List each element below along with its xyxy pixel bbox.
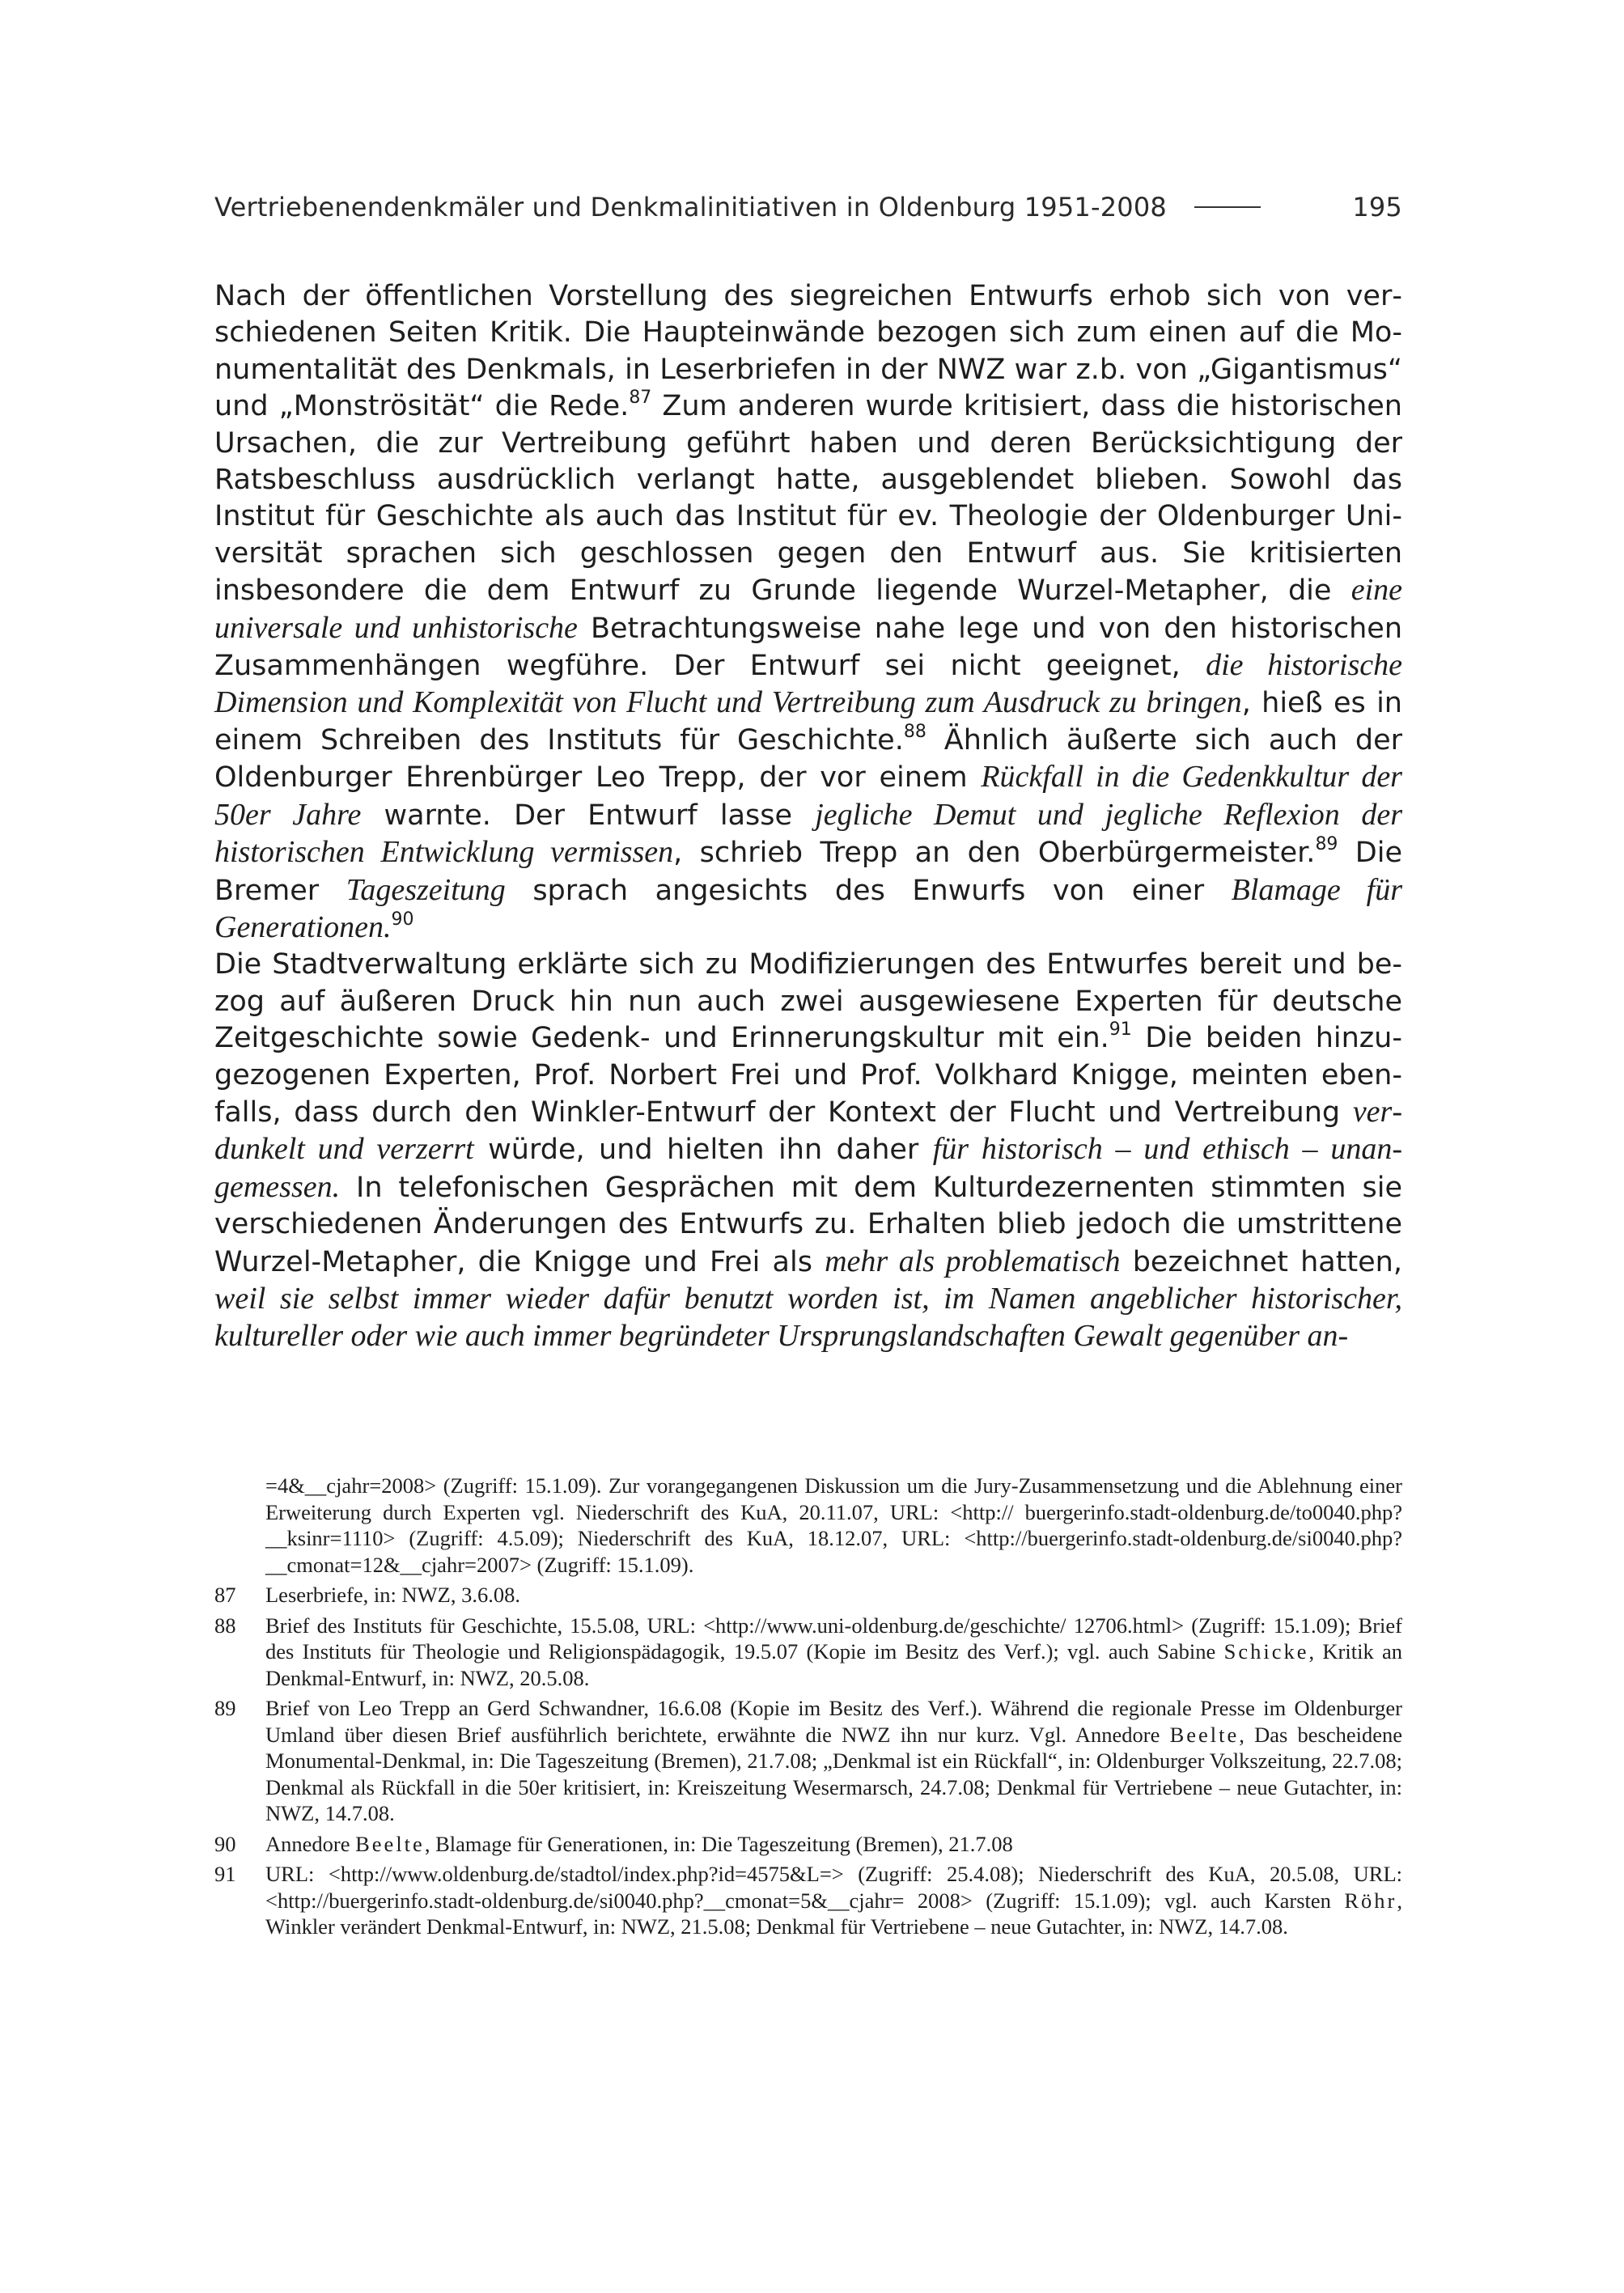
- quote-italic: eine universale und unhistorische: [214, 573, 1402, 645]
- footnote-continuation: [214, 1473, 1402, 1578]
- footnote-88: [214, 1613, 1402, 1692]
- text-run: Die Stadtverwaltung erklärte sich zu Modifizierungen des Entwurfes bereit und bezog auf äußeren Druck hin nun auch zwei ausgewiesene Experten für deutsche Zeitgeschichte sowie Gedenk- und Erinnerungskultur mit ein.: [214, 948, 1402, 1055]
- quote-italic: weil sie selbst immer wieder dafür benutzt worden ist, im Namen angeblicher historischer, kultureller oder wie auch immer begründeter Ursprungslandschaften Gewalt gegenüber an-: [214, 1281, 1402, 1354]
- quote-italic: mehr als problematisch: [825, 1244, 1121, 1278]
- footnote-87: [214, 1582, 1402, 1608]
- text-run: , schrieb Trepp an den Oberbürgermeister.: [673, 837, 1316, 870]
- footnote-91: [214, 1861, 1402, 1940]
- footnote-number: 90: [214, 1831, 236, 1856]
- footnote-ref-90: 90: [391, 909, 414, 930]
- footnote-text: Leserbriefe, in: NWZ, 3.6.08.: [265, 1583, 520, 1607]
- footnote-text: [265, 1695, 1402, 1827]
- footnote-text: [265, 1861, 1402, 1940]
- footnote-text: =4&__cjahr=2008> (Zugriff: 15.1.09). Zur vorangegangenen Diskussion um die Jury-Zusammensetzung und die Ablehnung einer Erweiterung durch Experten vgl. Niederschrift des KuA, 20.11.07, URL: <http:// buergerinfo.stadt-oldenburg.de/to0040.php?__ksinr=1110> (Zugriff: 4.5.09); Niederschrift des KuA, 18.12.07, URL: <http://buergerinfo.stadt-oldenburg.de/si0040.php?__cmonat=12&__cjahr=2007> (Zugriff: 15.1.09).: [265, 1473, 1402, 1577]
- text-run: Annedore: [265, 1831, 356, 1856]
- paragraph-2: [214, 947, 1402, 1355]
- text-run: sprach angesichts des Enwurfs von einer: [505, 874, 1232, 907]
- footnote-number: 87: [214, 1583, 236, 1607]
- author-name: Beelte: [1169, 1722, 1240, 1747]
- author-name: Beelte: [355, 1831, 425, 1856]
- quote-italic: Tageszeitung: [346, 872, 506, 907]
- footnotes: [214, 1473, 1402, 1944]
- text-run: würde, und hielten ihn daher: [473, 1134, 933, 1167]
- quote-italic: jegliche Demut und jegliche Reflexion der historischen Entwicklung vermissen: [214, 797, 1402, 870]
- footnote-number: 89: [214, 1696, 236, 1720]
- footnote-text: [265, 1613, 1402, 1692]
- footnote-ref-91: 91: [1109, 1019, 1132, 1041]
- quote-italic: die historische Dimension und Komplexität von Flucht und Vertreibung zum Ausdruck zu bringen: [214, 648, 1402, 720]
- text-run: Betrachtungsweise nahe lege und von den historischen Zusammenhängen wegführe. Der Entwurf sei nicht geeignet,: [214, 612, 1403, 683]
- quote-italic: Blamage für Generationen.: [214, 872, 1402, 944]
- running-title: Vertriebenendenkmäler und Denkmalinitiativen in Oldenburg 1951-2008: [214, 192, 1167, 223]
- text-run: , Blamage für Generationen, in: Die Tageszeitung (Bremen), 21.7.08: [424, 1831, 1013, 1856]
- quote-italic: für historisch – und ethisch – unangemessen.: [214, 1132, 1402, 1204]
- footnote-number: 88: [214, 1613, 236, 1638]
- text-run: URL: <http://www.oldenburg.de/stadtol/index.php?id=4575&L=> (Zugriff: 25.4.08); Niederschrift des KuA, 20.5.08, URL: <http://buergerinfo.stadt-oldenburg.de/si0040.php?__cmonat=5&__cjahr= 2008> (Zugriff: 15.1.09); vgl. auch Karsten: [265, 1862, 1402, 1913]
- text-run: warnte. Der Entwurf lasse: [361, 799, 816, 832]
- footnote-ref-87: 87: [629, 388, 652, 409]
- text-run: In telefonischen Gesprächen mit dem Kulturdezernenten stimmten sie verschiedenen Änderungen des Entwurfs zu. Erhalten blieb jedoch die umstrittene Wurzel-Metapher, die Knigge und Frei als: [214, 1171, 1402, 1278]
- text-run: , Winkler verändert Denkmal-Entwurf, in: NWZ, 21.5.08; Denkmal für Vertriebene – neue Gutachter, in: NWZ, 14.7.08.: [265, 1888, 1402, 1939]
- text-run: Ähnlich äußerte sich auch der Oldenburger Ehrenbürger Leo Trepp, der vor einem: [214, 723, 1402, 795]
- text-run: Brief des Instituts für Geschichte, 15.5.08, URL: <http://www.uni-oldenburg.de/geschichte/ 12706.html> (Zugriff: 15.1.09); Brief des Instituts für Theologie und Religionspädagogik, 19.5.07 (Kopie im Besitz des Verf.); vgl. auch Sabine: [265, 1613, 1402, 1664]
- main-text: [214, 278, 1402, 1356]
- quote-italic: verdunkelt und verzerrt: [214, 1094, 1402, 1167]
- footnote-text: [265, 1831, 1402, 1858]
- text-run: Zum anderen wurde kritisiert, dass die historischen Ursachen, die zur Vertreibung geführt haben und deren Berücksichtigung der Ratsbeschluss ausdrücklich verlangt hatte, ausgeblendet blieben. Sowohl das Institut für Geschichte als auch das Institut für ev. Theologie der Oldenburger Universität sprachen sich geschlossen gegen den Entwurf aus. Sie kritisierten insbesondere die dem Entwurf zu Grunde liegende Wurzel-Metapher, die: [214, 390, 1402, 608]
- text-run: Nach der öffentlichen Vorstellung des siegreichen Entwurfs erhob sich von verschiedenen Seiten Kritik. Die Haupteinwände bezogen sich zum einen auf die Monumentalität des Denkmals, in Leserbriefen in der NWZ war z.b. von „Gigantismus“ und „Monströsität“ die Rede.: [214, 280, 1402, 423]
- text-run: , Das bescheidene Monumental-Denkmal, in: Die Tageszeitung (Bremen), 21.7.08; „Denkmal ist ein Rückfall“, in: Oldenburger Volkszeitung, 22.7.08; Denkmal als Rückfall in die 50er kritisiert, in: Kreiszeitung Wesermarsch, 24.7.08; Denkmal für Vertriebene – neue Gutachter, in: NWZ, 14.7.08.: [265, 1722, 1403, 1825]
- text-run: , hieß es in einem Schreiben des Instituts für Geschichte.: [214, 687, 1402, 757]
- text-run: Die beiden hinzugezogenen Experten, Prof. Norbert Frei und Prof. Volkhard Knigge, meinten ebenfalls, dass durch den Winkler-Entwurf der Kontext der Flucht und Vertreibung: [214, 1022, 1402, 1129]
- paragraph-1: [214, 278, 1402, 947]
- text-run: Brief von Leo Trepp an Gerd Schwandner, 16.6.08 (Kopie im Besitz des Verf.). Während die regionale Presse im Oldenburger Umland über diesen Brief ausführlich berichtete, erwähnte die NWZ ihn nur kurz. Vgl. Annedore: [265, 1696, 1402, 1747]
- footnote-ref-88: 88: [903, 721, 926, 742]
- page-number: 195: [1352, 192, 1402, 223]
- header-rule: [1194, 206, 1261, 208]
- footnote-90: [214, 1831, 1402, 1858]
- footnote-89: [214, 1695, 1402, 1827]
- text-run: , Kritik an Denkmal-Entwurf, in: NWZ, 20.5.08.: [265, 1639, 1402, 1690]
- text-run: bezeichnet hatten,: [1120, 1245, 1402, 1278]
- author-name: Röhr: [1344, 1888, 1397, 1913]
- quote-italic: Rückfall in die Gedenkkultur der 50er Jahre: [214, 760, 1402, 832]
- author-name: Schicke: [1223, 1639, 1309, 1664]
- footnote-number: 91: [214, 1862, 236, 1886]
- footnote-ref-89: 89: [1315, 834, 1338, 855]
- text-run: Die Bremer: [214, 837, 1402, 907]
- running-header: [214, 183, 1402, 231]
